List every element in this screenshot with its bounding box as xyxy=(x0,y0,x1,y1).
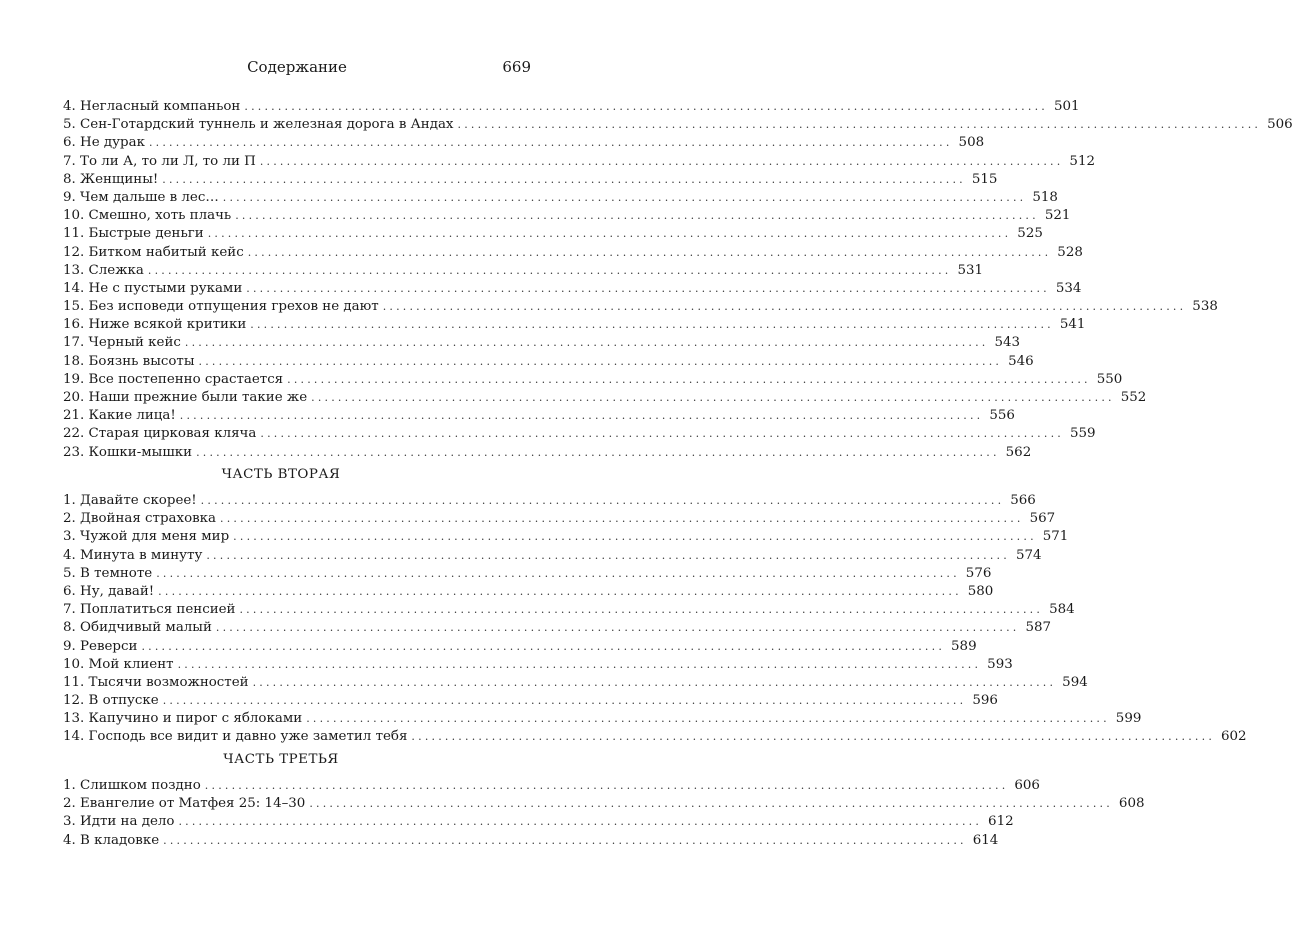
toc-entry-page: 567 xyxy=(1029,511,1056,527)
toc-entry xyxy=(63,565,992,583)
toc-entry xyxy=(63,832,999,850)
dot-leader: ........................................................................................................................ xyxy=(162,172,966,186)
toc-part-one xyxy=(63,98,1293,462)
toc-entry xyxy=(63,583,994,601)
dot-leader: ........................................................................................................................ xyxy=(177,657,982,671)
dot-leader: ........................................................................................................................ xyxy=(178,815,983,829)
dot-leader: ........................................................................................................................ xyxy=(457,118,1262,132)
toc-entry xyxy=(63,638,977,656)
dot-leader: ........................................................................................................................ xyxy=(207,227,1012,241)
toc-entry xyxy=(63,710,1142,728)
header-title: Содержание xyxy=(247,58,347,76)
toc-entry xyxy=(63,547,1042,565)
toc-entry-page: 614 xyxy=(972,832,999,848)
toc-entry-title: 6. Не дурак xyxy=(63,135,145,151)
toc-entry xyxy=(63,692,998,710)
part-two-heading: ЧАСТЬ ВТОРАЯ xyxy=(221,467,341,482)
dot-leader: ........................................................................................................................ xyxy=(306,712,1110,726)
dot-leader: ........................................................................................................................ xyxy=(196,445,1000,459)
part-three-heading: ЧАСТЬ ТРЕТЬЯ xyxy=(223,752,339,767)
toc-entry xyxy=(63,207,1071,225)
toc-entry-page: 589 xyxy=(951,638,977,654)
toc-entry-page: 521 xyxy=(1044,208,1071,224)
toc-entry-title: 18. Боязнь высоты xyxy=(63,353,195,369)
dot-leader: ........................................................................................................................ xyxy=(184,336,989,350)
dot-leader: ........................................................................................................................ xyxy=(311,391,1115,404)
dot-leader: ........................................................................................................................ xyxy=(250,318,1054,332)
dot-leader: ........................................................................................................................ xyxy=(148,136,953,150)
toc-entry xyxy=(63,795,1145,813)
toc-entry xyxy=(63,656,1013,674)
toc-entry-title: 3. Идти на дело xyxy=(63,814,175,830)
dot-leader: ........................................................................................................................ xyxy=(141,639,946,653)
toc-entry-title: 4. Минута в минуту xyxy=(63,547,203,563)
toc-entry-title: 3. Чужой для меня мир xyxy=(63,529,230,545)
toc-entry-page: 508 xyxy=(958,135,985,151)
toc-entry xyxy=(63,510,1056,528)
toc-entry xyxy=(63,98,1080,116)
toc-entry-title: 6. Ну, давай! xyxy=(63,583,155,599)
dot-leader: ........................................................................................................................ xyxy=(246,281,1050,295)
dot-leader: ........................................................................................................................ xyxy=(259,154,1064,168)
dot-leader: ........................................................................................................................ xyxy=(147,263,952,277)
dot-leader: ........................................................................................................................ xyxy=(244,100,1048,113)
toc-entry-title: 8. Обидчивый малый xyxy=(63,620,212,636)
toc-entry xyxy=(63,777,1040,795)
dot-leader: ........................................................................................................................ xyxy=(222,190,1027,204)
toc-entry-page: 587 xyxy=(1025,620,1052,636)
running-header xyxy=(63,58,531,82)
toc-entry xyxy=(63,134,985,152)
toc-entry-page: 562 xyxy=(1005,444,1032,460)
toc-entry-title: 2. Двойная страховка xyxy=(63,511,217,527)
header-page-number: 669 xyxy=(502,58,531,76)
toc-entry-page: 593 xyxy=(987,656,1013,672)
toc-entry-title: 4. Негласный компаньон xyxy=(63,99,241,114)
toc-entry-page: 594 xyxy=(1062,674,1088,690)
toc-entry-title: 17. Черный кейс xyxy=(63,335,181,351)
toc-entry xyxy=(63,244,1083,262)
toc-part-three xyxy=(63,777,1145,850)
toc-entry-page: 531 xyxy=(957,262,984,278)
dot-leader: ........................................................................................................................ xyxy=(411,730,1216,744)
toc-entry-title: 12. Битком набитый кейс xyxy=(63,244,244,260)
toc-entry-page: 550 xyxy=(1096,371,1123,387)
toc-entry xyxy=(63,444,1032,462)
toc-entry xyxy=(63,353,1034,371)
toc-entry-title: 2. Евангелие от Матфея 25: 14–30 xyxy=(63,796,306,812)
dot-leader: ........................................................................................................................ xyxy=(200,494,1005,507)
toc-entry xyxy=(63,371,1123,389)
toc-entry-page: 608 xyxy=(1118,796,1145,812)
dot-leader: ........................................................................................................................ xyxy=(287,372,1091,386)
toc-entry-title: 19. Все постепенно срастается xyxy=(63,371,284,387)
toc-entry-page: 574 xyxy=(1015,547,1042,563)
toc-entry xyxy=(63,389,1147,407)
dot-leader: ........................................................................................................................ xyxy=(220,512,1024,526)
toc-entry-page: 515 xyxy=(971,171,998,187)
toc-entry-title: 12. В отпуске xyxy=(63,693,159,709)
toc-entry xyxy=(63,728,1247,746)
dot-leader: ........................................................................................................................ xyxy=(239,603,1044,617)
toc-entry-page: 596 xyxy=(972,693,998,709)
toc-entry-title: 14. Господь все видит и давно уже заметил тебя xyxy=(63,729,408,745)
toc-entry xyxy=(63,171,998,189)
toc-entry-title: 16. Ниже всякой критики xyxy=(63,317,247,333)
toc-entry-page: 599 xyxy=(1115,711,1142,727)
dot-leader: ........................................................................................................................ xyxy=(252,675,1057,689)
toc-entry xyxy=(63,298,1218,316)
toc-entry-title: 5. Сен-Готардский туннель и железная дорога в Андах xyxy=(63,117,454,133)
toc-entry-page: 534 xyxy=(1055,280,1082,296)
toc-entry-title: 20. Наши прежние были такие же xyxy=(63,390,308,405)
toc-entry-title: 4. В кладовке xyxy=(63,832,160,848)
toc-entry-title: 7. То ли А, то ли Л, то ли П xyxy=(63,153,256,169)
dot-leader: ........................................................................................................................ xyxy=(215,621,1020,635)
dot-leader: ........................................................................................................................ xyxy=(179,409,984,423)
toc-entry-page: 580 xyxy=(967,583,994,599)
toc-entry-page: 512 xyxy=(1069,153,1095,169)
toc-entry-title: 8. Женщины! xyxy=(63,171,159,187)
toc-entry xyxy=(63,153,1095,171)
toc-entry xyxy=(63,334,1021,352)
dot-leader: ........................................................................................................................ xyxy=(156,566,960,580)
toc-entry xyxy=(63,674,1088,692)
dot-leader: ........................................................................................................................ xyxy=(235,209,1039,223)
toc-entry-page: 528 xyxy=(1057,244,1083,260)
toc-part-two xyxy=(63,492,1247,747)
toc-entry-title: 13. Слежка xyxy=(63,262,144,278)
toc-entry-title: 11. Тысячи возможностей xyxy=(63,674,249,690)
dot-leader: ........................................................................................................................ xyxy=(260,427,1064,441)
toc-entry-page: 576 xyxy=(965,565,992,581)
toc-entry-page: 538 xyxy=(1192,299,1218,315)
toc-entry-page: 552 xyxy=(1120,390,1147,405)
toc-entry-page: 556 xyxy=(989,408,1015,424)
toc-entry-page: 501 xyxy=(1053,99,1080,114)
toc-entry-page: 543 xyxy=(994,335,1021,351)
dot-leader: ........................................................................................................................ xyxy=(204,779,1009,792)
toc-entry-page: 566 xyxy=(1010,493,1036,508)
toc-entry-page: 571 xyxy=(1042,529,1069,545)
dot-leader: ........................................................................................................................ xyxy=(247,245,1052,259)
toc-entry-page: 606 xyxy=(1014,778,1040,793)
dot-leader: ........................................................................................................................ xyxy=(233,530,1037,544)
toc-entry-page: 518 xyxy=(1032,189,1058,205)
toc-entry-page: 546 xyxy=(1008,353,1034,369)
toc-entry xyxy=(63,601,1075,619)
toc-entry-title: 1. Давайте скорее! xyxy=(63,493,197,508)
dot-leader: ........................................................................................................................ xyxy=(309,797,1113,811)
toc-entry xyxy=(63,189,1058,207)
dot-leader: ........................................................................................................................ xyxy=(163,833,967,847)
toc-entry-page: 612 xyxy=(988,814,1014,830)
toc-entry-page: 584 xyxy=(1049,602,1075,618)
dot-leader: ........................................................................................................................ xyxy=(162,694,967,708)
toc-entry-title: 14. Не с пустыми руками xyxy=(63,280,243,296)
toc-entry xyxy=(63,407,1015,425)
toc-entry-page: 602 xyxy=(1221,729,1247,745)
toc-entry-title: 10. Мой клиент xyxy=(63,656,174,672)
toc-entry-title: 5. В темноте xyxy=(63,565,153,581)
toc-entry-title: 11. Быстрые деньги xyxy=(63,226,204,242)
toc-entry-page: 506 xyxy=(1267,117,1293,133)
toc-entry-page: 559 xyxy=(1069,426,1096,442)
toc-entry-title: 22. Старая цирковая кляча xyxy=(63,426,257,442)
toc-entry xyxy=(63,425,1096,443)
toc-entry xyxy=(63,492,1036,510)
toc-entry xyxy=(63,619,1052,637)
toc-entry-title: 9. Чем дальше в лес… xyxy=(63,189,219,205)
toc-entry xyxy=(63,280,1082,298)
toc-entry-title: 1. Слишком поздно xyxy=(63,778,201,793)
toc-entry-title: 13. Капучино и пирог с яблоками xyxy=(63,711,303,727)
toc-entry-title: 9. Реверси xyxy=(63,638,138,654)
dot-leader: ........................................................................................................................ xyxy=(382,300,1187,314)
toc-entry-title: 10. Смешно, хоть плачь xyxy=(63,208,232,224)
dot-leader: ........................................................................................................................ xyxy=(198,354,1003,368)
toc-entry xyxy=(63,116,1293,134)
toc-entry xyxy=(63,225,1043,243)
toc-entry-page: 541 xyxy=(1059,317,1086,333)
toc-entry-title: 21. Какие лица! xyxy=(63,408,176,424)
toc-entry-title: 15. Без исповеди отпущения грехов не дают xyxy=(63,299,379,315)
dot-leader: ........................................................................................................................ xyxy=(206,548,1010,562)
toc-entry-title: 7. Поплатиться пенсией xyxy=(63,602,236,618)
toc-entry xyxy=(63,528,1069,546)
dot-leader: ........................................................................................................................ xyxy=(158,584,962,598)
toc-entry xyxy=(63,262,984,280)
toc-entry xyxy=(63,813,1014,831)
toc-entry-title: 23. Кошки-мышки xyxy=(63,444,193,460)
toc-entry-page: 525 xyxy=(1017,226,1043,242)
toc-entry xyxy=(63,316,1086,334)
